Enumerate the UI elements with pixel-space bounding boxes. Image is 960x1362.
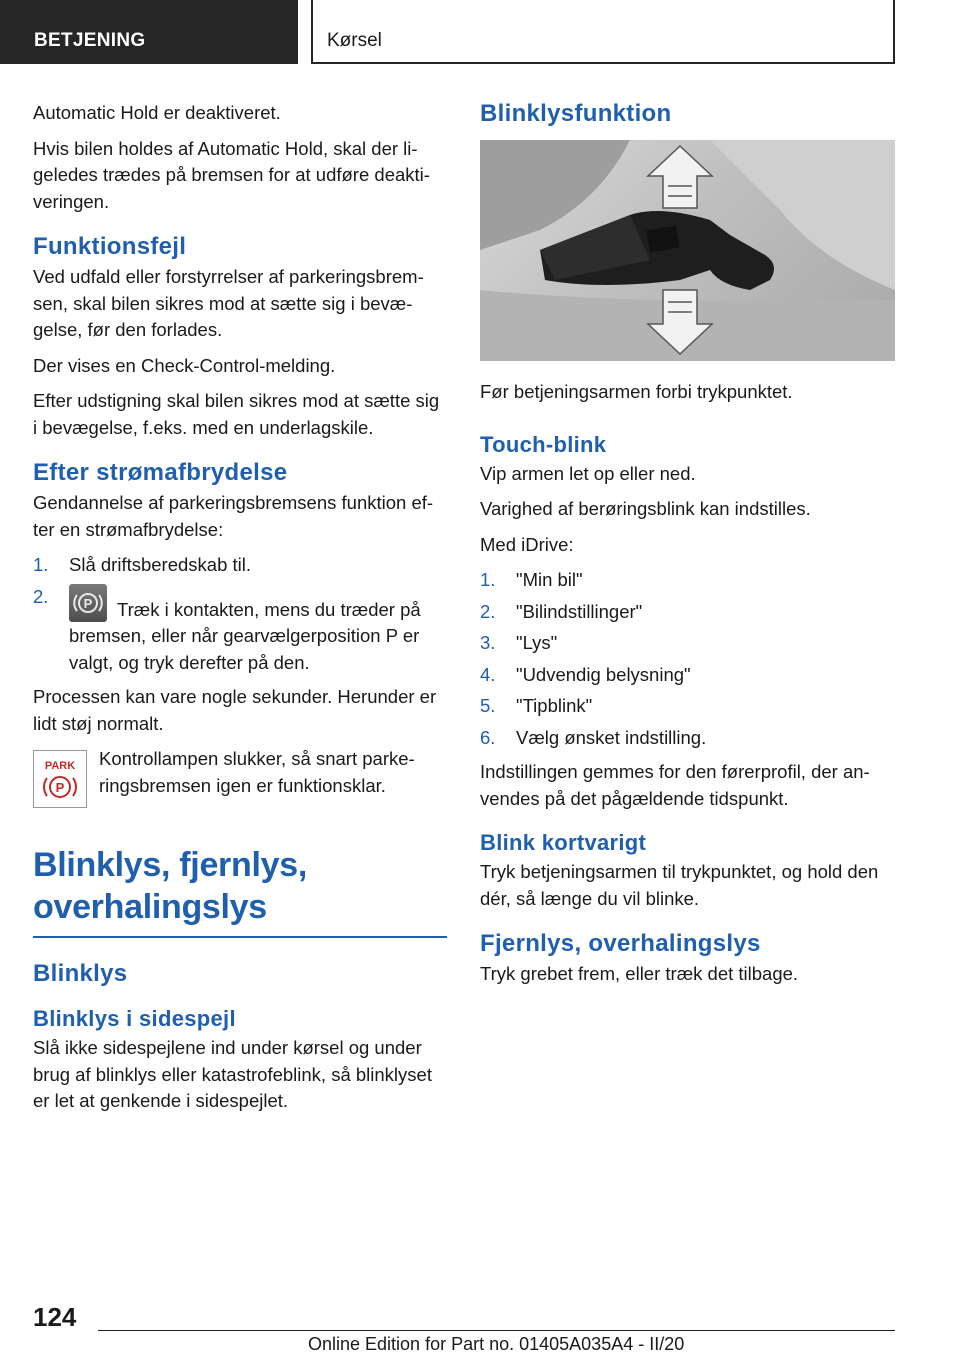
steps-list [33,552,447,676]
turn-signal-lever-figure [480,140,895,361]
paragraph: Tryk grebet frem, eller træk det tilbage. [480,963,799,984]
paragraph: Automatic Hold er deaktiveret. [33,102,281,123]
list-item [480,725,895,752]
paragraph: Efter udstigning skal bilen sikres mod at sætte sig i bevægelse, f.eks. med en underlagskile. [33,390,440,438]
right-column [480,100,895,997]
heading-funktionsfejl: Funktionsfejl [33,233,187,260]
list-number: 2. [33,585,49,607]
list-text: "Udvendig belysning" [516,663,691,685]
paragraph: Slå ikke sidespejlene ind under kørsel og under brug af blinklys eller katastrofeblink, så blinklyset er let at genkende i sidespejlet. [33,1037,432,1111]
paragraph: Der vises en Check-Control-melding. [33,354,336,376]
list-text: "Tipblink" [516,695,593,716]
paragraph: Ved udfald eller forstyrrelser af parkeringsbremsen, skal bilen sikres mod at sætte sig i bevægelse, før den forlades. [33,266,424,340]
footer-divider [98,1330,895,1331]
park-label: PARK [44,760,76,772]
paragraph: Kontrollampen slukker, så snart parkeringsbremsen igen er funktionsklar. [99,748,415,796]
list-text: Træk i kontakten, mens du træder på bremsen, eller når gearvælgerposition P er valgt, og tryk derefter på den. [69,598,421,673]
header-section-label: BETJENING [34,30,146,51]
list-item [480,599,895,626]
paragraph: Tryk betjeningsarmen til trykpunktet, og hold den dér, så længe du vil blinke. [480,861,879,909]
paragraph: Med iDrive: [480,533,574,555]
list-text: "Min bil" [516,569,583,590]
paragraph: Gendannelse af parkeringsbremsens funktion efter en strømafbrydelse: [33,492,434,540]
header-chapter-tab [311,0,895,64]
edition-text: Online Edition for Part no. 01405A035A4 - II/20 [308,1334,685,1354]
page-number: 124 [33,1302,77,1332]
header-chapter-label: Kørsel [327,30,382,51]
heading-touch-blink: Touch-blink [480,431,607,457]
paragraph: Indstillingen gemmes for den førerprofil, der anvendes på det pågældende tidspunkt. [480,761,870,809]
heading-main-section: Blinklys, fjernlys, overhalingslys [33,844,447,938]
list-item [480,693,895,720]
list-item [480,567,895,594]
svg-text:P: P [83,595,93,611]
list-number: 5. [480,695,496,716]
figure-caption: Før betjeningsarmen forbi trykpunktet. [480,381,793,402]
paragraph: Hvis bilen holdes af Automatic Hold, skal der ligeledes trædes på bremsen for at udføre deaktiveringen. [33,137,430,212]
list-number: 1. [33,554,49,575]
heading-fjernlys: Fjernlys, overhalingslys [480,930,761,957]
list-item [33,584,447,677]
heading-blinklysfunktion: Blinklysfunktion [480,100,672,127]
idrive-steps-list [480,567,895,751]
list-text: Vælg ønsket indstilling. [516,726,707,748]
list-text: "Bilindstillinger" [516,600,643,622]
left-column [33,100,447,1124]
list-number: 6. [480,726,496,748]
list-text: Slå driftsberedskab til. [69,554,252,575]
paragraph: Processen kan vare nogle sekunder. Herunder er lidt støj normalt. [33,686,437,734]
parking-brake-switch-icon [69,584,107,622]
list-number: 2. [480,600,496,622]
heading-blinklys: Blinklys [33,960,128,987]
list-text: "Lys" [516,632,558,653]
paragraph: Vip armen let op eller ned. [480,462,696,484]
list-number: 3. [480,632,496,653]
heading-efter-stromafbrydelse: Efter strømafbrydelse [33,459,288,486]
list-number: 1. [480,569,496,590]
heading-blink-kortvarigt: Blink kortvarigt [480,830,647,855]
indicator-note [33,746,447,808]
header-section-tab [0,0,298,64]
list-item [480,662,895,689]
list-item [33,552,447,579]
park-indicator-icon [33,750,87,808]
heading-blinklys-sidespejl: Blinklys i sidespejl [33,1006,236,1031]
list-item [480,630,895,657]
svg-text:P: P [55,780,65,795]
paragraph: Varighed af berøringsblink kan indstilles. [480,498,811,519]
list-number: 4. [480,663,496,685]
